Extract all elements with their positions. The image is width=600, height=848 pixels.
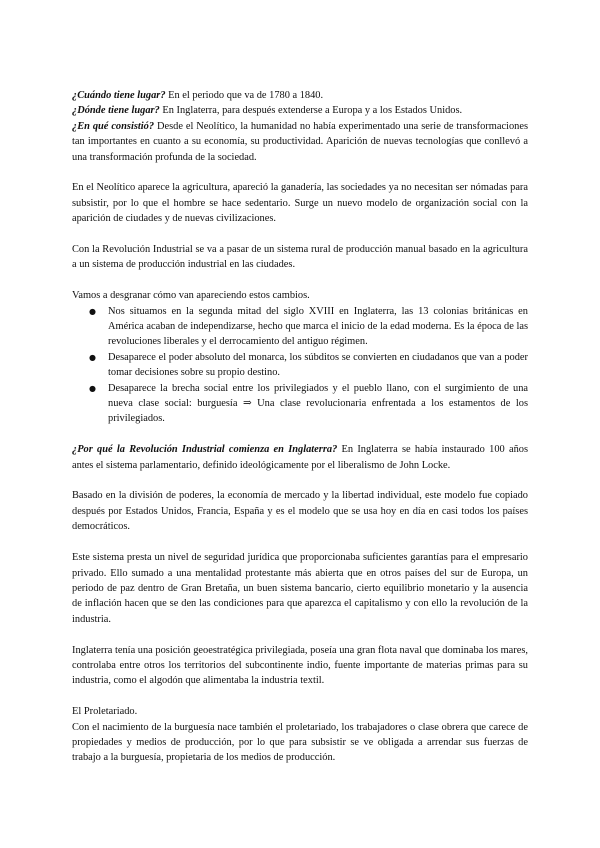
changes-list: [72, 304, 528, 427]
document-page: [72, 88, 528, 766]
seguridad-paragraph: Este sistema presta un nivel de seguridad jurídica que proporcionaba suficientes garantías para el empresario privado. Ello sumado a una mentalidad protestante más abierta que en otros países del sur de Europa, un periodo de paz dentro de Gran Bretaña, un buen sistema bancario, cierto equilibrio monetario y la ausencia de inflación hacen que se den las condiciones para que aparezca el capitalismo y con ello la revolución de la industria.: [72, 552, 528, 625]
geoestrategica-paragraph: Inglaterra tenía una posición geoestratégica privilegiada, poseía una gran flota naval que dominaba los mares, controlaba entre otros los territorios del subcontinente indio, fuente importante de materias primas para su industria, como el algodón que alimentaba la industria textil.: [72, 644, 528, 687]
division-paragraph: Basado en la división de poderes, la economía de mercado y la libertad individual, este modelo fue copiado después por Estados Unidos, Francia, España y es el modelo que se usa hoy en día en casi todos los países democráticos.: [72, 490, 528, 533]
revolucion-paragraph: Con la Revolución Industrial se va a pasar de un sistema rural de producción manual basado en la agricultura a un sistema de producción industrial en las ciudades.: [72, 244, 528, 271]
when-question: ¿Cuándo tiene lugar?: [72, 90, 166, 101]
proletariado-heading: El Proletariado.: [72, 706, 138, 718]
what-paragraph: [72, 119, 528, 165]
when-answer: En el periodo que va de 1780 a 1840.: [165, 90, 324, 101]
proletariado-paragraph: Con el nacimiento de la burguesía nace también el proletariado, los trabajadores o clase obrera que carece de propiedades y medios de producción, por lo que para subsistir se ve obligada a arrendar sus fuerzas de trabajo a la burguesía, propietaria de los medios de producción.: [72, 721, 528, 764]
what-question: ¿En qué consistió?: [72, 120, 155, 132]
where-answer: En Inglaterra, para después extenderse a Europa y a los Estados Unidos.: [159, 105, 463, 117]
list-item: ● Nos situamos en la segunda mitad del siglo XVIII en Inglaterra, las 13 colonias británicas en América acaban de independizarse, hecho que marca el inicio de la edad moderna. Es la época de las revoluciones liberales y el derrocamiento del antiguo régimen.: [72, 304, 528, 350]
list-item: ● Desaparece la brecha social entre los privilegiados y el pueblo llano, con el surgimiento de una nueva clase social: burguesía ⇒ Una clase revolucionaria enfrentada a los estamentos de los privilegiados.: [72, 381, 528, 427]
why-answer: En Inglaterra se había instaurado 100 años antes el sistema parlamentario, definido ideológicamente por el liberalismo de John Locke.: [72, 444, 528, 471]
where-paragraph: [72, 103, 528, 118]
where-question: ¿Dónde tiene lugar?: [72, 105, 160, 117]
why-question: ¿Por qué la Revolución Industrial comienza en Inglaterra?: [72, 444, 338, 456]
list-item: ● Desaparece el poder absoluto del monarca, los súbditos se convierten en ciudadanos que van a poder tomar decisiones sobre su propio destino.: [72, 350, 528, 381]
what-answer: Desde el Neolítico, la humanidad no había experimentado una serie de transformaciones tan importantes en cuanto a su economía, su productividad. Aparición de nuevas tecnologías que conllevó a una transformación profunda de la sociedad.: [72, 120, 528, 163]
why-paragraph: [72, 442, 528, 473]
cambios-intro: Vamos a desgranar cómo van apareciendo estos cambios.: [72, 290, 310, 302]
neolitico-paragraph: En el Neolítico aparece la agricultura, apareció la ganadería, las sociedades ya no necesitan ser nómadas para subsistir, por lo que el hombre se hace sedentario. Surge un nuevo modelo de organización social con la aparición de ciudades y de nuevas civilizaciones.: [72, 182, 528, 225]
when-paragraph: [72, 88, 528, 103]
